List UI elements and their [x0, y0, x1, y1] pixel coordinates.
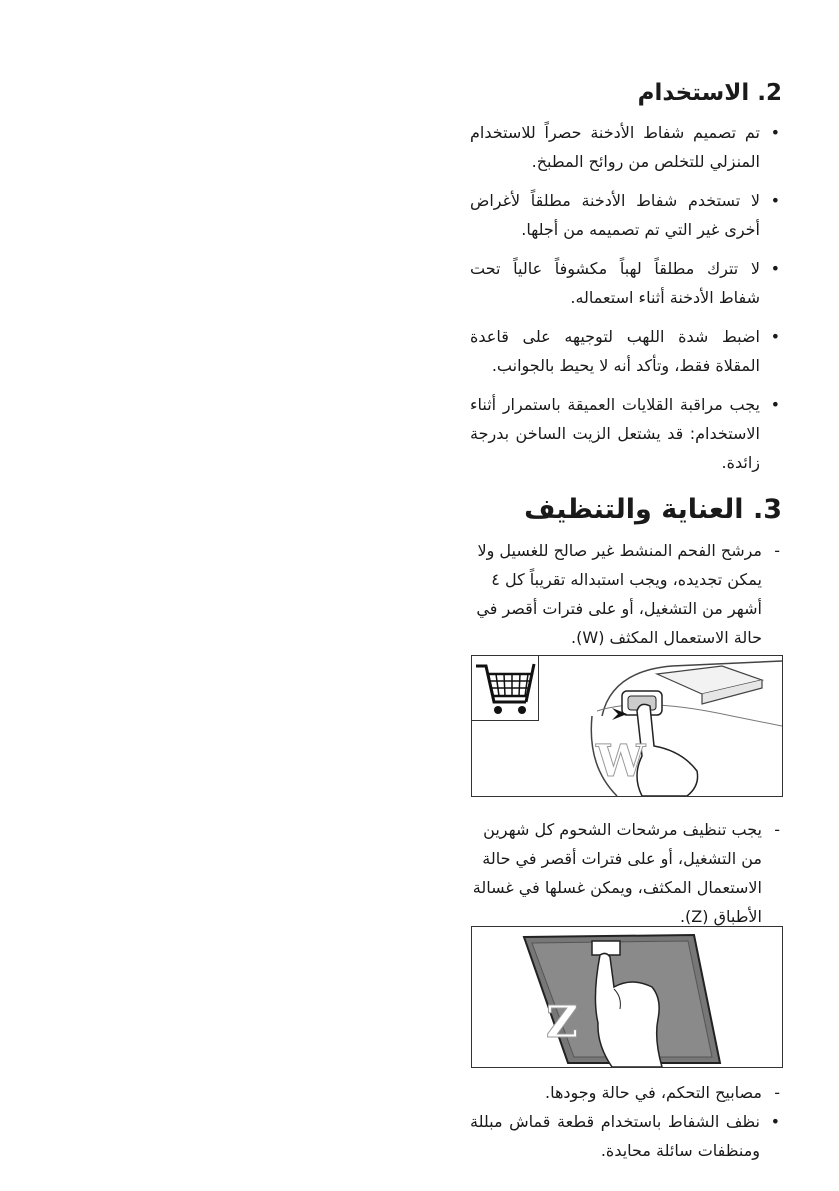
bullet-icon: •: [770, 259, 780, 278]
bullet-icon: •: [770, 1112, 780, 1131]
list-item: [470, 815, 782, 931]
usage-bullet-list: [470, 118, 782, 477]
list-item: [470, 1078, 782, 1107]
care-item-1: [470, 536, 782, 652]
bullet-text: لا تترك مطلقاً لهباً مكشوفاً عالياً تحت شفاط الأدخنة أثناء استعماله.: [470, 259, 760, 307]
bullet-text: لا تستخدم شفاط الأدخنة مطلقاً لأغراض أخرى غير التي تم تصميمه من أجلها.: [470, 191, 760, 239]
dash-marker: -: [774, 1083, 780, 1102]
list-item: [470, 186, 782, 244]
charcoal-filter-figure: [471, 655, 783, 797]
hand-illustration: [472, 927, 782, 1067]
list-item: [470, 1107, 782, 1165]
grease-filter-figure: [471, 926, 783, 1068]
care-item-text: مصابيح التحكم، في حالة وجودها.: [544, 1083, 762, 1102]
figure-label-w: W: [596, 736, 646, 787]
cleaning-bullet-list: [470, 1107, 782, 1165]
list-item: [470, 254, 782, 312]
care-item-2: [470, 815, 782, 931]
bullet-icon: •: [770, 191, 780, 210]
list-item: [470, 390, 782, 477]
bullet-text: اضبط شدة اللهب لتوجيهه على قاعدة المقلاة فقط، وتأكد أنه لا يحيط بالجوانب.: [470, 327, 760, 375]
care-item-text: مرشح الفحم المنشط غير صالح للغسيل ولا يمكن تجديده، ويجب استبداله تقريباً كل ٤ أشهر من التشغيل، أو على فترات أقصر في حالة الاستعمال المكثف (W).: [476, 541, 762, 647]
bullet-text: نظف الشفاط باستخدام قطعة قماش مبللة ومنظفات سائلة محايدة.: [470, 1112, 760, 1160]
figure-label-z: Z: [546, 997, 579, 1048]
care-item-text: يجب تنظيف مرشحات الشحوم كل شهرين من التشغيل، أو على فترات أقصر في حالة الاستعمال المكثف، ويمكن غسلها في غسالة الأطباق (Z).: [472, 820, 762, 926]
list-item: [470, 322, 782, 380]
bullet-text: تم تصميم شفاط الأدخنة حصراً للاستخدام المنزلي للتخلص من روائح المطبخ.: [470, 123, 760, 171]
bullet-icon: •: [770, 395, 780, 414]
list-item: [470, 536, 782, 652]
bullet-icon: •: [770, 327, 780, 346]
list-item: [470, 118, 782, 176]
dash-marker: -: [774, 541, 780, 560]
section-2-title: 2. الاستخدام: [637, 80, 782, 106]
care-item-3: [470, 1078, 782, 1107]
section-3-title: 3. العناية والتنظيف: [524, 494, 782, 525]
bullet-icon: •: [770, 123, 780, 142]
dash-marker: -: [774, 820, 780, 839]
bullet-text: يجب مراقبة القلايات العميقة باستمرار أثناء الاستخدام: قد يشتعل الزيت الساخن بدرجة زائدة.: [470, 395, 760, 472]
